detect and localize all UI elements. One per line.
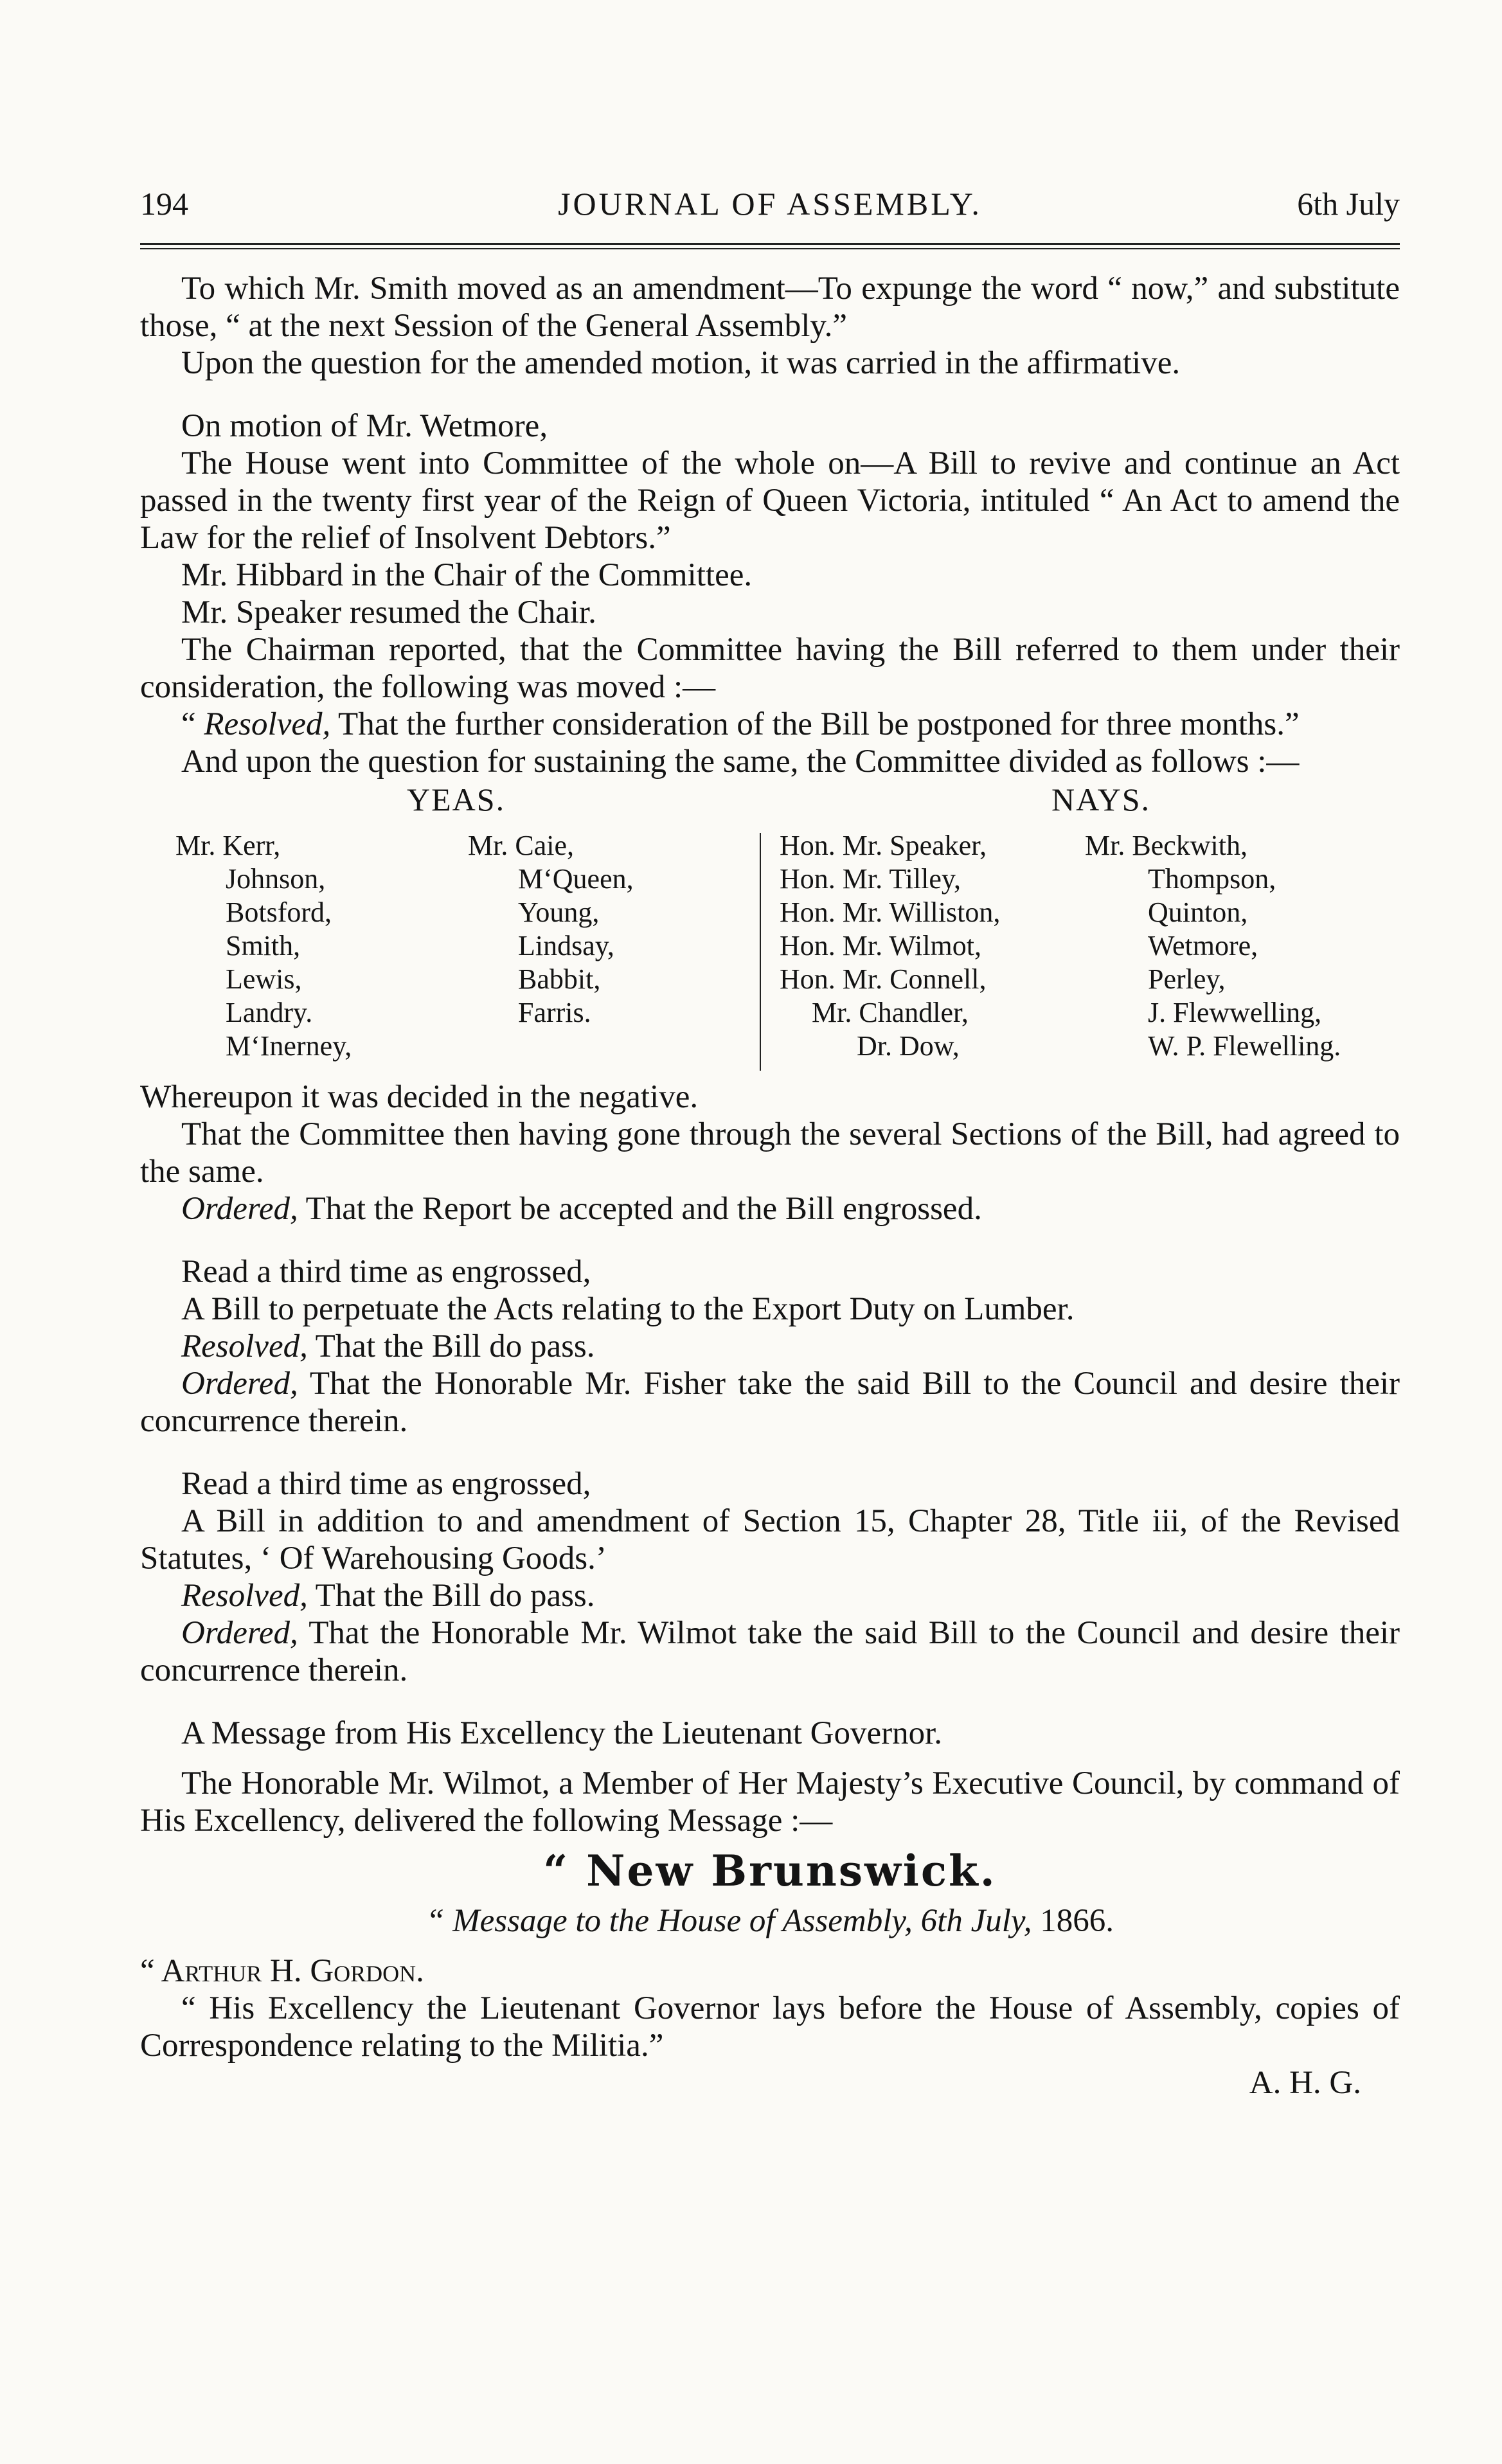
message-body: “ His Excellency the Lieutenant Governor lays before the House of Assembly, copies of Correspondence relating to the Militia.” bbox=[140, 1990, 1400, 2064]
paragraph-division: And upon the question for sustaining the same, the Committee divided as follows :— bbox=[181, 744, 1300, 780]
paragraph-bill-warehousing: A Bill in addition to and amendment of Section 15, Chapter 28, Title iii, of the Revised Statutes, ‘ Of Warehousing Goods.’ bbox=[140, 1503, 1400, 1576]
yea-name: Babbit, bbox=[518, 963, 601, 995]
paragraph-third-reading-2: Read a third time as engrossed, bbox=[181, 1466, 591, 1502]
nay-name: J. Flewwelling, bbox=[1148, 997, 1322, 1028]
division-list bbox=[140, 783, 1400, 1078]
nay-name: Thompson, bbox=[1148, 863, 1276, 895]
nay-name: Hon. Mr. Connell, bbox=[780, 963, 987, 995]
header-rule-top bbox=[140, 243, 1400, 245]
page-number: 194 bbox=[140, 186, 188, 222]
nay-name: Hon. Mr. Tilley, bbox=[780, 863, 961, 895]
nay-name: Mr. Chandler, bbox=[812, 997, 969, 1028]
nay-name: Quinton, bbox=[1148, 897, 1248, 928]
paragraph-affirmative: Upon the question for the amended motion, it was carried in the affirmative. bbox=[181, 345, 1181, 381]
paragraph-ordered-fisher: Ordered, That the Honorable Mr. Fisher take the said Bill to the Council and desire their concurrence therein. bbox=[140, 1366, 1400, 1439]
message-signatory: “ Arthur H. Gordon. bbox=[140, 1953, 424, 1989]
yea-name: Botsford, bbox=[226, 897, 332, 928]
nay-name: Dr. Dow, bbox=[857, 1030, 960, 1062]
paragraph-negative: Whereupon it was decided in the negative. bbox=[140, 1079, 699, 1115]
paragraph-chair: Mr. Hibbard in the Chair of the Committee. bbox=[181, 557, 753, 593]
paragraph-amendment: To which Mr. Smith moved as an amendment—To expunge the word “ now,” and substitute those, “ at the next Session of the General Assembly.” bbox=[140, 271, 1400, 344]
paragraph-chairman-report: The Chairman reported, that the Committee having the Bill referred to them under their consideration, the following was moved :— bbox=[140, 632, 1400, 705]
running-title: JOURNAL OF ASSEMBLY. bbox=[558, 186, 982, 222]
yea-name: Lewis, bbox=[226, 963, 302, 995]
yeas-column-1 bbox=[175, 829, 352, 1063]
yea-name: M‘Inerney, bbox=[226, 1030, 352, 1062]
yea-name: Smith, bbox=[226, 930, 301, 961]
paragraph-resolved-pass-1: Resolved, That the Bill do pass. bbox=[181, 1328, 595, 1364]
yea-name: Young, bbox=[518, 897, 600, 928]
paragraph-sections: That the Committee then having gone through the several Sections of the Bill, had agreed to the same. bbox=[140, 1116, 1400, 1190]
paragraph-resolved-postpone: “ Resolved, That the further consideration of the Bill be postponed for three months.” bbox=[181, 706, 1300, 742]
page-body bbox=[140, 270, 1400, 2102]
nay-name: W. P. Flewelling. bbox=[1148, 1030, 1341, 1062]
nay-name: Hon. Mr. Wilmot, bbox=[780, 930, 981, 961]
yea-name: Landry. bbox=[226, 997, 313, 1028]
running-date: 6th July bbox=[1297, 186, 1400, 222]
nays-heading: NAYS. bbox=[1051, 781, 1151, 817]
yea-name: M‘Queen, bbox=[518, 863, 634, 895]
nay-name: Mr. Beckwith, bbox=[1085, 830, 1247, 861]
nays-column-1 bbox=[780, 829, 1000, 1063]
message-dateline: “ Message to the House of Assembly, 6th July, 1866. bbox=[426, 1903, 1114, 1939]
paragraph-committee: The House went into Committee of the whole on—A Bill to revive and continue an Act passed in the twenty first year of the Reign of Queen Victoria, intituled “ An Act to amend the Law for the relief of Insolvent Debtors.” bbox=[140, 445, 1400, 556]
nay-name: Wetmore, bbox=[1148, 930, 1258, 961]
yea-name: Lindsay, bbox=[518, 930, 614, 961]
paragraph-bill-lumber: A Bill to perpetuate the Acts relating to the Export Duty on Lumber. bbox=[181, 1291, 1075, 1327]
paragraph-ordered-wilmot: Ordered, That the Honorable Mr. Wilmot take the said Bill to the Council and desire their concurrence therein. bbox=[140, 1615, 1400, 1688]
paragraph-speaker: Mr. Speaker resumed the Chair. bbox=[181, 594, 596, 630]
paragraph-resolved-pass-2: Resolved, That the Bill do pass. bbox=[181, 1578, 595, 1614]
header-rule-bottom bbox=[140, 248, 1400, 249]
paragraph-ordered-report: Ordered, That the Report be accepted and the Bill engrossed. bbox=[181, 1191, 982, 1227]
yea-name: Mr. Caie, bbox=[468, 830, 574, 861]
nay-name: Hon. Mr. Williston, bbox=[780, 897, 1001, 928]
nay-name: Perley, bbox=[1148, 963, 1226, 995]
yeas-column-2 bbox=[468, 829, 634, 1030]
page-header bbox=[140, 185, 1400, 230]
yea-name: Johnson, bbox=[226, 863, 326, 895]
paragraph-message-announce: A Message from His Excellency the Lieutenant Governor. bbox=[181, 1715, 942, 1751]
paragraph-wilmot-delivers: The Honorable Mr. Wilmot, a Member of Her Majesty’s Executive Council, by command of His Excellency, delivered the following Message :— bbox=[140, 1765, 1400, 1839]
message-initials: A. H. G. bbox=[1249, 2065, 1361, 2101]
division-separator bbox=[760, 833, 761, 1071]
nays-column-2 bbox=[1085, 829, 1341, 1063]
paragraph-motion: On motion of Mr. Wetmore, bbox=[181, 408, 548, 444]
paragraph-third-reading-1: Read a third time as engrossed, bbox=[181, 1254, 591, 1290]
yeas-heading: YEAS. bbox=[407, 781, 506, 817]
yea-name: Mr. Kerr, bbox=[175, 830, 281, 861]
nay-name: Hon. Mr. Speaker, bbox=[780, 830, 987, 861]
message-heading: “ New Brunswick. bbox=[543, 1846, 997, 1896]
yea-name: Farris. bbox=[518, 997, 591, 1028]
